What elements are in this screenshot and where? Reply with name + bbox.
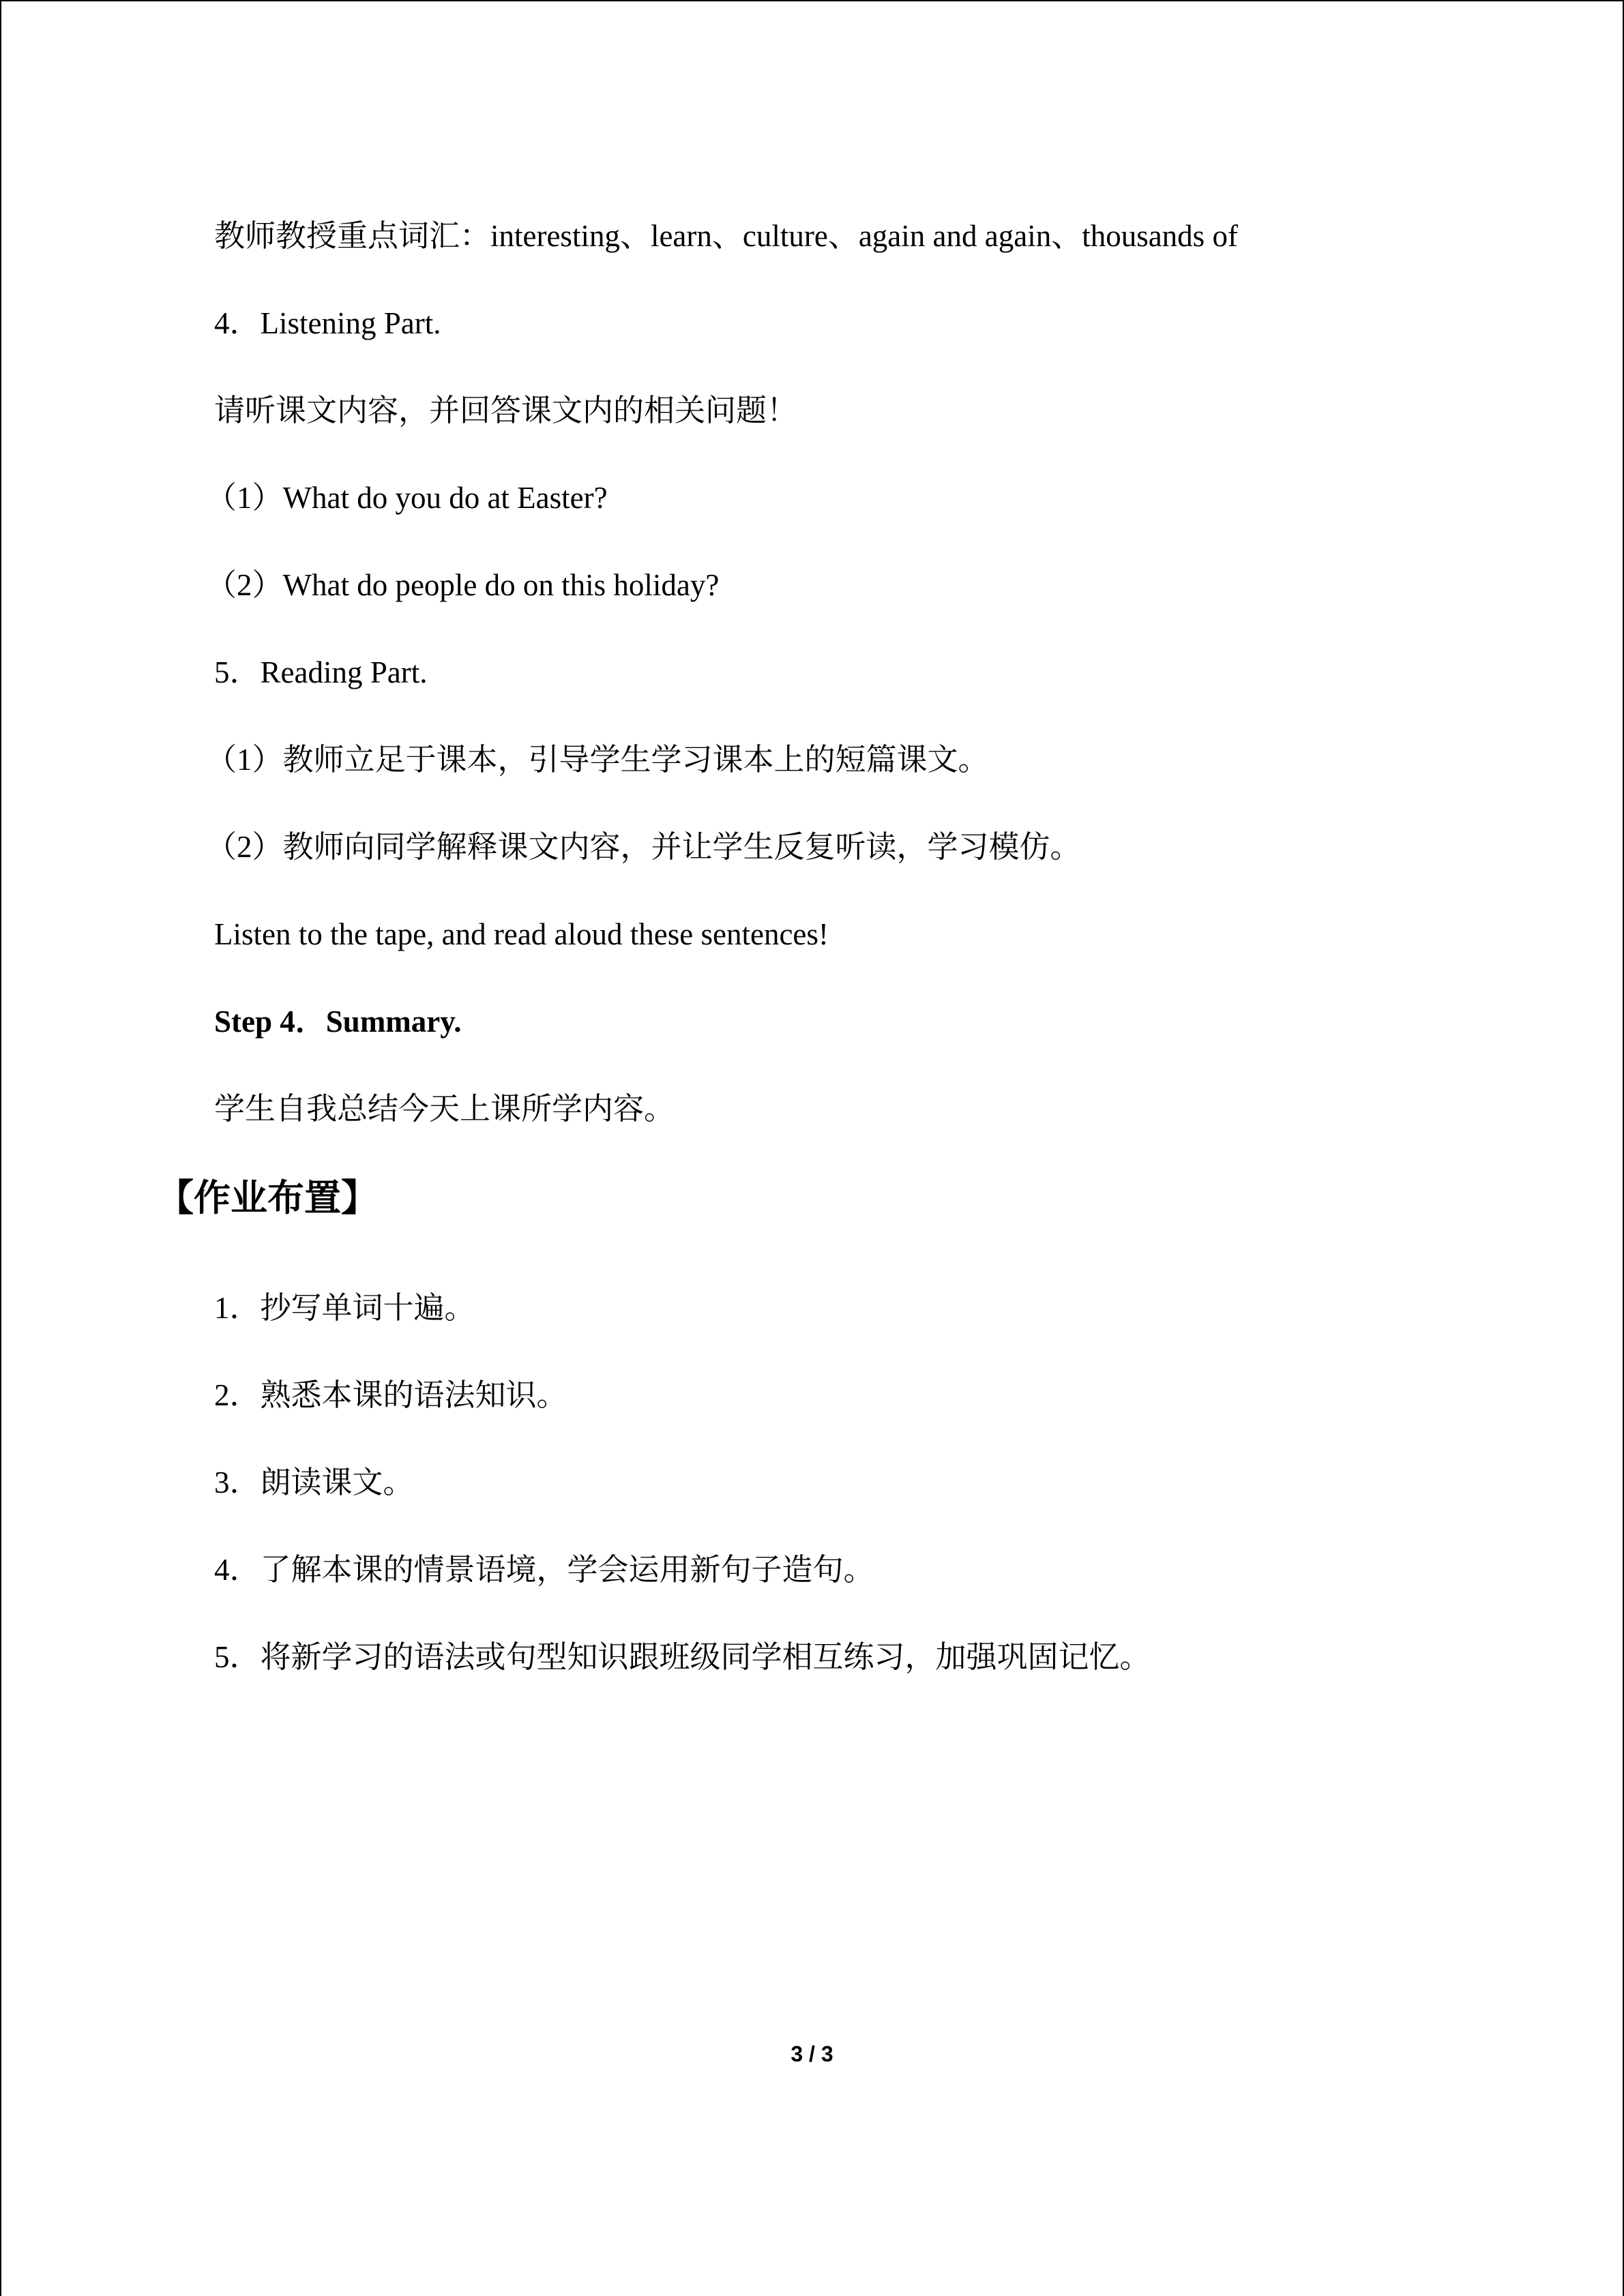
homework-item-5: 5．将新学习的语法或句型知识跟班级同学相互练习，加强巩固记忆。 <box>214 1640 1151 1674</box>
reading-step-2: （2）教师向同学解释课文内容，并让学生反复听读，学习模仿。 <box>206 830 1081 864</box>
question-1: （1）What do you do at Easter? <box>206 481 608 515</box>
homework-item-1: 1．抄写单词十遍。 <box>214 1291 475 1325</box>
listening-heading: 4．Listening Part. <box>214 306 441 340</box>
question-2: （2）What do people do on this holiday? <box>206 568 720 602</box>
summary-heading: Step 4．Summary. <box>214 1004 462 1039</box>
vocab-line: 教师教授重点词汇：interesting、learn、culture、again and again、thousands of <box>214 219 1238 253</box>
summary-text: 学生自我总结今天上课所学内容。 <box>214 1092 675 1126</box>
homework-heading: 【作业布置】 <box>157 1176 378 1219</box>
listen-instruction: Listen to the tape, and read aloud these sentences! <box>214 917 829 951</box>
homework-item-3: 3．朗读课文。 <box>214 1465 414 1500</box>
reading-heading: 5．Reading Part. <box>214 655 428 689</box>
listening-instruction: 请听课文内容，并回答课文内的相关问题！ <box>214 393 798 428</box>
reading-step-1: （1）教师立足于课本，引导学生学习课本上的短篇课文。 <box>206 743 989 777</box>
homework-item-2: 2．熟悉本课的语法知识。 <box>214 1378 567 1412</box>
page-number: 3 / 3 <box>791 2042 833 2066</box>
homework-item-4: 4．了解本课的情景语境，学会运用新句子造句。 <box>214 1553 874 1587</box>
